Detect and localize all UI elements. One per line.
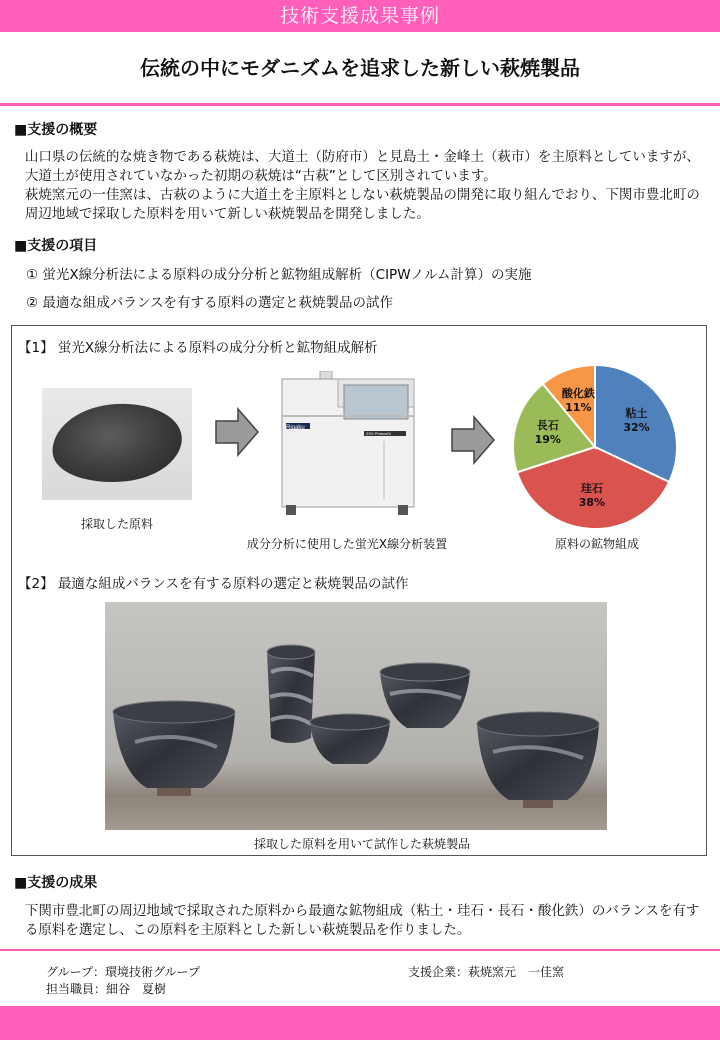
hagi-ware-products — [105, 602, 607, 830]
arrow-right-icon-2 — [450, 414, 496, 466]
pie-label-0 — [611, 407, 663, 435]
pie-category-3: 酸化鉄 — [561, 386, 595, 400]
pie-percent-3: 11% — [565, 400, 592, 414]
caption-pie: 原料の鉱物組成 — [554, 537, 639, 551]
caption-sample: 採取した原料 — [80, 517, 153, 531]
overview-heading: ■支援の概要 — [14, 122, 98, 138]
pie-percent-0: 32% — [623, 420, 650, 434]
results-heading: ■支援の成果 — [14, 875, 98, 891]
mineral-composition-chart — [502, 354, 688, 544]
footer-group: グループ：環境技術グループ — [46, 965, 201, 979]
footer-divider — [0, 949, 720, 951]
arrow-right-icon-1 — [214, 406, 260, 458]
figure-panel — [11, 325, 707, 856]
figure-part2-title: 【2】 最適な組成バランスを有する原料の選定と萩焼製品の試作 — [18, 576, 409, 592]
header-banner: 技術支援成果事例 — [0, 0, 720, 32]
figure-part1-title: 【1】 蛍光X線分析法による原料の成分分析と鉱物組成解析 — [18, 340, 378, 356]
pie-label-3 — [552, 387, 604, 415]
overview-body — [10, 148, 710, 224]
items-entry-2: ② 最適な組成バランスを有する原料の選定と萩焼製品の試作 — [26, 295, 393, 311]
hagi-ware-photo — [105, 602, 607, 830]
machine-model-label: ZSX PrimusIV — [366, 431, 392, 436]
pie-category-1: 珪石 — [580, 482, 603, 496]
footer-band — [0, 1006, 720, 1040]
title-divider — [0, 103, 720, 106]
pie-category-0: 粘土 — [625, 406, 648, 420]
results-paragraph: 下関市豊北町の周辺地域で採取された原料から最適な鉱物組成（粘土・珪石・長石・酸化鉄）のバランスを有する原料を選定し、この原料を主原料とした新しい萩焼製品を作りました。 — [24, 903, 700, 938]
footer-company: 支援企業：萩焼窯元 一佳窯 — [408, 965, 565, 979]
overview-paragraph-2: 萩焼窯元の一佳窯は、古萩のように大道土を主原料としない萩焼製品の開発に取り組んでおり、下関市豊北町の周辺地域で採取した原料を用いて新しい萩焼製品を開発しました。 — [24, 187, 700, 222]
footer-staff: 担当職員：細谷 夏樹 — [46, 982, 167, 996]
items-entry-1: ① 蛍光X線分析法による原料の成分分析と鉱物組成解析（CIPWノルム計算）の実施 — [26, 267, 532, 283]
machine-brand-label: Rigaku — [286, 425, 305, 431]
caption-machine: 成分分析に使用した蛍光X線分析装置 — [246, 537, 448, 551]
items-heading: ■支援の項目 — [14, 238, 98, 254]
pie-label-1 — [566, 482, 618, 510]
page-title: 伝統の中にモダニズムを追求した新しい萩焼製品 — [140, 56, 580, 80]
pie-percent-2: 19% — [534, 433, 561, 447]
pie-label-2 — [522, 419, 574, 447]
pie-category-2: 長石 — [536, 419, 559, 433]
pie-percent-1: 38% — [578, 496, 606, 510]
raw-material-blob — [48, 397, 185, 488]
xrf-analyzer-image — [272, 371, 422, 521]
results-body — [10, 902, 710, 940]
caption-photo: 採取した原料を用いて試作した萩焼製品 — [253, 837, 470, 851]
overview-paragraph-1: 山口県の伝統的な焼き物である萩焼は、大道土（防府市）と見島土・金峰土（萩市）を主原料としていますが、大道土が使用されていなかった初期の萩焼は“古萩”として区別されています。 — [24, 149, 700, 184]
raw-material-photo — [42, 388, 192, 500]
